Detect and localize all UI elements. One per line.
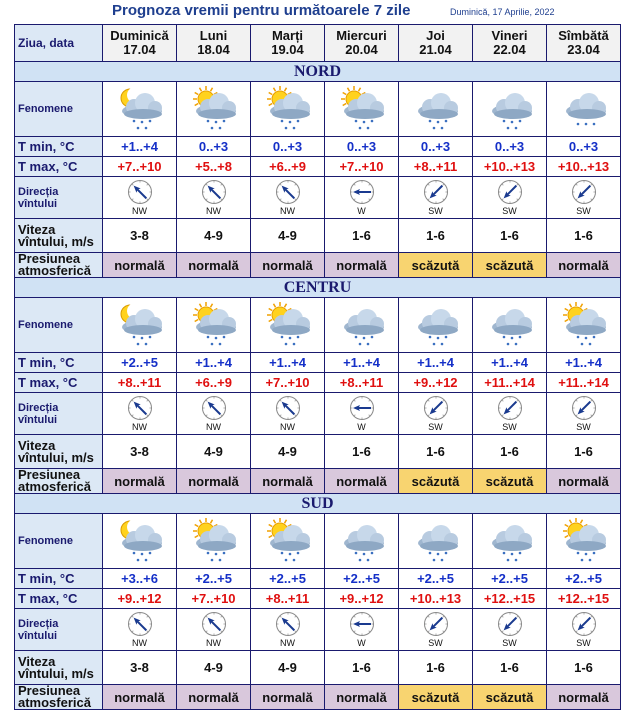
wind-direction-label-line: vîntului xyxy=(18,197,58,210)
weather-cell xyxy=(399,514,473,569)
pressure-label-line: Presiunea xyxy=(18,683,81,698)
day-header xyxy=(399,25,473,62)
pressure-value: normală xyxy=(325,253,399,278)
pressure-value: normală xyxy=(177,469,251,494)
pressure-value: normală xyxy=(177,685,251,710)
tmin-value: +2..+5 xyxy=(547,569,621,589)
wind-direction-icon xyxy=(571,395,597,421)
day-header xyxy=(325,25,399,62)
weather-cell xyxy=(177,514,251,569)
pressure-value: normală xyxy=(103,253,177,278)
wind-speed-value: 4-9 xyxy=(177,219,251,253)
sun-cloud-rain-icon xyxy=(556,301,612,349)
weather-cell xyxy=(177,298,251,353)
wind-direction-cell xyxy=(547,393,621,435)
tmax-value: +6..+9 xyxy=(251,157,325,177)
wind-speed-value: 1-6 xyxy=(399,651,473,685)
wind-speed-value: 1-6 xyxy=(473,219,547,253)
wind-direction-text: NW xyxy=(206,422,221,432)
tmin-value: +3..+6 xyxy=(103,569,177,589)
region-title: NORD xyxy=(15,62,621,82)
wind-speed-label-line: Viteza xyxy=(18,221,56,237)
tmax-value: +8..+11 xyxy=(325,373,399,393)
wind-direction-text: SW xyxy=(502,206,517,216)
wind-direction-icon xyxy=(497,611,523,637)
day-name: Marți xyxy=(271,28,304,43)
tmin-label-line: T min, °C xyxy=(18,570,75,586)
tmax-label-line: T max, °C xyxy=(18,158,78,174)
wind-direction-icon xyxy=(423,611,449,637)
tmin-label xyxy=(15,569,103,589)
wind-direction-cell xyxy=(103,177,177,219)
wind-direction xyxy=(251,395,324,432)
wind-direction-label-line: Direcția xyxy=(18,185,59,198)
tmax-value: +6..+9 xyxy=(177,373,251,393)
header-corner-label: Ziua, data xyxy=(15,25,103,62)
wind-direction-label-line: vîntului xyxy=(18,629,58,642)
pressure-value: normală xyxy=(547,469,621,494)
tmax-value: +7..+10 xyxy=(325,157,399,177)
wind-speed-value: 4-9 xyxy=(177,435,251,469)
region-title: SUD xyxy=(15,494,621,514)
wind-direction-cell xyxy=(103,609,177,651)
day-date: 21.04 xyxy=(419,42,452,57)
weather-cell xyxy=(399,298,473,353)
wind-direction-cell xyxy=(325,393,399,435)
tmax-label-line: T max, °C xyxy=(18,374,78,390)
tmin-label-line: T min, °C xyxy=(18,354,75,370)
cloud-rain-icon xyxy=(482,85,538,133)
day-date: 18.04 xyxy=(197,42,230,57)
region-title: CENTRU xyxy=(15,278,621,298)
sun-cloud-rain-icon xyxy=(186,85,242,133)
wind-direction-text: W xyxy=(357,206,366,216)
weather-cell xyxy=(103,514,177,569)
forecast-table xyxy=(14,24,621,710)
tmin-value: +1..+4 xyxy=(547,353,621,373)
weather-cell xyxy=(547,82,621,137)
wind-speed-value: 1-6 xyxy=(547,651,621,685)
wind-direction xyxy=(473,395,546,432)
wind-speed-value: 3-8 xyxy=(103,651,177,685)
tmax-value: +12..+15 xyxy=(547,589,621,609)
wind-speed-value: 4-9 xyxy=(177,651,251,685)
wind-direction-text: NW xyxy=(280,422,295,432)
weather-cell xyxy=(547,514,621,569)
weather-cell xyxy=(325,514,399,569)
tmin-value: +1..+4 xyxy=(103,137,177,157)
wind-direction xyxy=(177,611,250,648)
tmin-value: +2..+5 xyxy=(325,569,399,589)
wind-direction xyxy=(103,395,176,432)
wind-direction-icon xyxy=(571,611,597,637)
pressure-value: normală xyxy=(325,685,399,710)
tmax-value: +7..+10 xyxy=(177,589,251,609)
weather-cell xyxy=(177,82,251,137)
wind-direction xyxy=(473,179,546,216)
wind-direction-text: SW xyxy=(502,638,517,648)
pressure-value: normală xyxy=(251,469,325,494)
tmin-label xyxy=(15,353,103,373)
wind-direction-cell xyxy=(177,393,251,435)
day-name: Vineri xyxy=(491,28,528,43)
wind-direction xyxy=(399,395,472,432)
cloud-rain-icon xyxy=(482,301,538,349)
pressure-value: normală xyxy=(103,685,177,710)
sun-cloud-rain-icon xyxy=(186,301,242,349)
tmin-label xyxy=(15,137,103,157)
tmax-value: +11..+14 xyxy=(547,373,621,393)
moon-cloud-rain-icon xyxy=(112,301,168,349)
wind-speed-value: 1-6 xyxy=(399,219,473,253)
wind-direction-text: W xyxy=(357,422,366,432)
tmax-value: +9..+12 xyxy=(103,589,177,609)
weather-cell xyxy=(473,298,547,353)
day-date: 23.04 xyxy=(567,42,600,57)
tmin-value: +1..+4 xyxy=(325,353,399,373)
tmin-value: +1..+4 xyxy=(473,353,547,373)
pressure-value: normală xyxy=(103,469,177,494)
pressure-label-line: Presiunea xyxy=(18,251,81,266)
weather-cell xyxy=(547,298,621,353)
weather-cell xyxy=(251,514,325,569)
tmax-value: +11..+14 xyxy=(473,373,547,393)
wind-speed-value: 1-6 xyxy=(547,435,621,469)
tmin-value: 0..+3 xyxy=(251,137,325,157)
sun-cloud-rain-icon xyxy=(260,301,316,349)
wind-direction-cell xyxy=(177,177,251,219)
weather-cell xyxy=(251,298,325,353)
wind-direction-icon xyxy=(275,395,301,421)
pressure-label-line: atmosferică xyxy=(18,263,91,278)
pressure-label-line: atmosferică xyxy=(18,695,91,710)
wind-direction-text: NW xyxy=(206,206,221,216)
wind-direction xyxy=(325,611,398,648)
weather-cell xyxy=(473,82,547,137)
fenomene-label-line: Fenomene xyxy=(18,103,74,115)
wind-direction-label xyxy=(15,393,103,435)
wind-direction-cell xyxy=(103,393,177,435)
wind-speed-value: 1-6 xyxy=(399,435,473,469)
moon-cloud-rain-icon xyxy=(112,85,168,133)
fenomene-label xyxy=(15,514,103,569)
wind-speed-value: 3-8 xyxy=(103,219,177,253)
wind-direction-text: SW xyxy=(428,638,443,648)
wind-speed-value: 1-6 xyxy=(325,435,399,469)
wind-direction-text: NW xyxy=(132,638,147,648)
wind-direction-cell xyxy=(251,393,325,435)
weather-cell xyxy=(103,298,177,353)
wind-direction-cell xyxy=(473,393,547,435)
day-date: 19.04 xyxy=(271,42,304,57)
wind-direction xyxy=(177,179,250,216)
wind-direction-icon xyxy=(349,179,375,205)
page-title: Prognoza vremii pentru următoarele 7 zile xyxy=(112,2,411,19)
tmin-label-line: T min, °C xyxy=(18,138,75,154)
tmax-value: +8..+11 xyxy=(103,373,177,393)
forecast-date: Duminică, 17 Aprilie, 2022 xyxy=(450,7,555,17)
wind-direction-cell xyxy=(325,609,399,651)
tmax-value: +8..+11 xyxy=(399,157,473,177)
tmax-value: +10..+13 xyxy=(473,157,547,177)
day-date: 17.04 xyxy=(123,42,156,57)
tmax-value: +12..+15 xyxy=(473,589,547,609)
pressure-value: normală xyxy=(325,469,399,494)
pressure-value: normală xyxy=(547,253,621,278)
wind-speed-value: 1-6 xyxy=(325,651,399,685)
tmin-value: +2..+5 xyxy=(177,569,251,589)
day-header xyxy=(251,25,325,62)
cloud-rain-icon xyxy=(408,301,464,349)
wind-direction-cell xyxy=(399,177,473,219)
wind-direction xyxy=(103,611,176,648)
fenomene-label-line: Fenomene xyxy=(18,535,74,547)
weather-cell xyxy=(473,514,547,569)
wind-speed-label-line: vîntului, m/s xyxy=(18,233,94,249)
wind-direction-text: SW xyxy=(502,422,517,432)
pressure-label-line: atmosferică xyxy=(18,479,91,494)
wind-direction-cell xyxy=(547,177,621,219)
wind-speed-label-line: Viteza xyxy=(18,653,56,669)
pressure-value: scăzută xyxy=(399,253,473,278)
wind-direction-cell xyxy=(251,609,325,651)
wind-direction-text: NW xyxy=(132,422,147,432)
pressure-label xyxy=(15,253,103,278)
wind-direction-label xyxy=(15,609,103,651)
moon-cloud-rain-icon xyxy=(112,517,168,565)
wind-speed-value: 3-8 xyxy=(103,435,177,469)
wind-direction xyxy=(547,395,620,432)
wind-speed-value: 1-6 xyxy=(473,651,547,685)
wind-direction-label-line: Direcția xyxy=(18,401,59,414)
tmin-value: 0..+3 xyxy=(399,137,473,157)
wind-direction-label-line: Direcția xyxy=(18,617,59,630)
pressure-value: scăzută xyxy=(473,469,547,494)
tmin-value: 0..+3 xyxy=(547,137,621,157)
weather-cell xyxy=(325,298,399,353)
wind-direction-icon xyxy=(127,395,153,421)
pressure-label-line: Presiunea xyxy=(18,467,81,482)
wind-direction-text: SW xyxy=(576,422,591,432)
day-name: Joi xyxy=(426,28,445,43)
wind-speed-value: 1-6 xyxy=(325,219,399,253)
tmin-value: +1..+4 xyxy=(177,353,251,373)
day-header xyxy=(473,25,547,62)
wind-speed-label-line: vîntului, m/s xyxy=(18,449,94,465)
wind-direction xyxy=(547,611,620,648)
day-name: Duminică xyxy=(110,28,169,43)
cloud-rain-icon xyxy=(334,517,390,565)
tmax-value: +5..+8 xyxy=(177,157,251,177)
tmax-value: +9..+12 xyxy=(399,373,473,393)
tmin-value: 0..+3 xyxy=(325,137,399,157)
wind-direction xyxy=(399,611,472,648)
sun-cloud-rain-icon xyxy=(260,517,316,565)
wind-direction-icon xyxy=(275,179,301,205)
wind-direction-cell xyxy=(325,177,399,219)
fenomene-label-line: Fenomene xyxy=(18,319,74,331)
wind-direction-cell xyxy=(473,609,547,651)
wind-direction-icon xyxy=(497,395,523,421)
day-name: Miercuri xyxy=(336,28,387,43)
day-header xyxy=(177,25,251,62)
pressure-value: scăzută xyxy=(473,685,547,710)
weather-cell xyxy=(399,82,473,137)
wind-direction xyxy=(547,179,620,216)
wind-direction xyxy=(177,395,250,432)
sun-cloud-rain-icon xyxy=(556,517,612,565)
page-header xyxy=(0,0,644,26)
wind-direction-text: NW xyxy=(280,638,295,648)
wind-direction xyxy=(251,179,324,216)
weather-cell xyxy=(325,82,399,137)
wind-direction-icon xyxy=(201,179,227,205)
wind-direction-icon xyxy=(349,611,375,637)
pressure-value: normală xyxy=(251,685,325,710)
wind-direction-icon xyxy=(127,611,153,637)
sun-cloud-rain-icon xyxy=(334,85,390,133)
tmax-value: +10..+13 xyxy=(399,589,473,609)
cloud-rain-icon xyxy=(408,517,464,565)
wind-direction-cell xyxy=(473,177,547,219)
wind-speed-label-line: vîntului, m/s xyxy=(18,665,94,681)
pressure-value: normală xyxy=(251,253,325,278)
wind-direction-icon xyxy=(423,179,449,205)
wind-direction xyxy=(473,611,546,648)
wind-direction-label xyxy=(15,177,103,219)
wind-direction-text: NW xyxy=(132,206,147,216)
tmin-value: +2..+5 xyxy=(103,353,177,373)
day-date: 20.04 xyxy=(345,42,378,57)
pressure-label xyxy=(15,685,103,710)
wind-direction-icon xyxy=(423,395,449,421)
wind-speed-value: 1-6 xyxy=(473,435,547,469)
pressure-label xyxy=(15,469,103,494)
pressure-value: scăzută xyxy=(399,685,473,710)
tmax-value: +7..+10 xyxy=(103,157,177,177)
cloud-rain-icon xyxy=(408,85,464,133)
wind-speed-value: 4-9 xyxy=(251,435,325,469)
cloud-light-rain-icon xyxy=(556,85,612,133)
pressure-value: normală xyxy=(177,253,251,278)
wind-direction-text: SW xyxy=(428,422,443,432)
wind-direction xyxy=(325,179,398,216)
wind-direction-text: SW xyxy=(576,638,591,648)
wind-direction-cell xyxy=(177,609,251,651)
wind-direction-text: NW xyxy=(280,206,295,216)
wind-direction-icon xyxy=(497,179,523,205)
tmax-value: +10..+13 xyxy=(547,157,621,177)
sun-cloud-rain-icon xyxy=(260,85,316,133)
wind-direction-icon xyxy=(349,395,375,421)
wind-direction-icon xyxy=(201,395,227,421)
tmin-value: 0..+3 xyxy=(473,137,547,157)
tmax-value: +8..+11 xyxy=(251,589,325,609)
tmax-label xyxy=(15,373,103,393)
wind-direction-cell xyxy=(547,609,621,651)
tmax-value: +7..+10 xyxy=(251,373,325,393)
day-name: Luni xyxy=(199,28,228,43)
wind-speed-label xyxy=(15,219,103,253)
wind-direction xyxy=(251,611,324,648)
tmin-value: +2..+5 xyxy=(399,569,473,589)
wind-direction xyxy=(325,395,398,432)
wind-direction xyxy=(103,179,176,216)
wind-direction-icon xyxy=(127,179,153,205)
wind-direction-text: SW xyxy=(428,206,443,216)
tmin-value: +2..+5 xyxy=(251,569,325,589)
wind-direction-cell xyxy=(399,609,473,651)
wind-speed-label xyxy=(15,651,103,685)
tmin-value: +1..+4 xyxy=(399,353,473,373)
wind-direction-text: NW xyxy=(206,638,221,648)
wind-direction-cell xyxy=(251,177,325,219)
day-name: Sîmbătă xyxy=(558,28,609,43)
wind-direction-icon xyxy=(201,611,227,637)
tmax-value: +9..+12 xyxy=(325,589,399,609)
wind-direction-cell xyxy=(399,393,473,435)
cloud-rain-icon xyxy=(334,301,390,349)
wind-speed-label xyxy=(15,435,103,469)
wind-speed-value: 4-9 xyxy=(251,651,325,685)
tmax-label xyxy=(15,589,103,609)
day-header xyxy=(103,25,177,62)
pressure-value: scăzută xyxy=(399,469,473,494)
wind-speed-value: 1-6 xyxy=(547,219,621,253)
weather-cell xyxy=(251,82,325,137)
wind-speed-value: 4-9 xyxy=(251,219,325,253)
wind-speed-label-line: Viteza xyxy=(18,437,56,453)
wind-direction-text: W xyxy=(357,638,366,648)
weather-cell xyxy=(103,82,177,137)
pressure-value: normală xyxy=(547,685,621,710)
pressure-value: scăzută xyxy=(473,253,547,278)
day-date: 22.04 xyxy=(493,42,526,57)
wind-direction-text: SW xyxy=(576,206,591,216)
tmax-label xyxy=(15,157,103,177)
wind-direction-icon xyxy=(275,611,301,637)
fenomene-label xyxy=(15,298,103,353)
sun-cloud-rain-icon xyxy=(186,517,242,565)
tmin-value: 0..+3 xyxy=(177,137,251,157)
fenomene-label xyxy=(15,82,103,137)
tmin-value: +2..+5 xyxy=(473,569,547,589)
wind-direction-icon xyxy=(571,179,597,205)
tmin-value: +1..+4 xyxy=(251,353,325,373)
wind-direction-label-line: vîntului xyxy=(18,413,58,426)
day-header xyxy=(547,25,621,62)
cloud-rain-icon xyxy=(482,517,538,565)
tmax-label-line: T max, °C xyxy=(18,590,78,606)
wind-direction xyxy=(399,179,472,216)
